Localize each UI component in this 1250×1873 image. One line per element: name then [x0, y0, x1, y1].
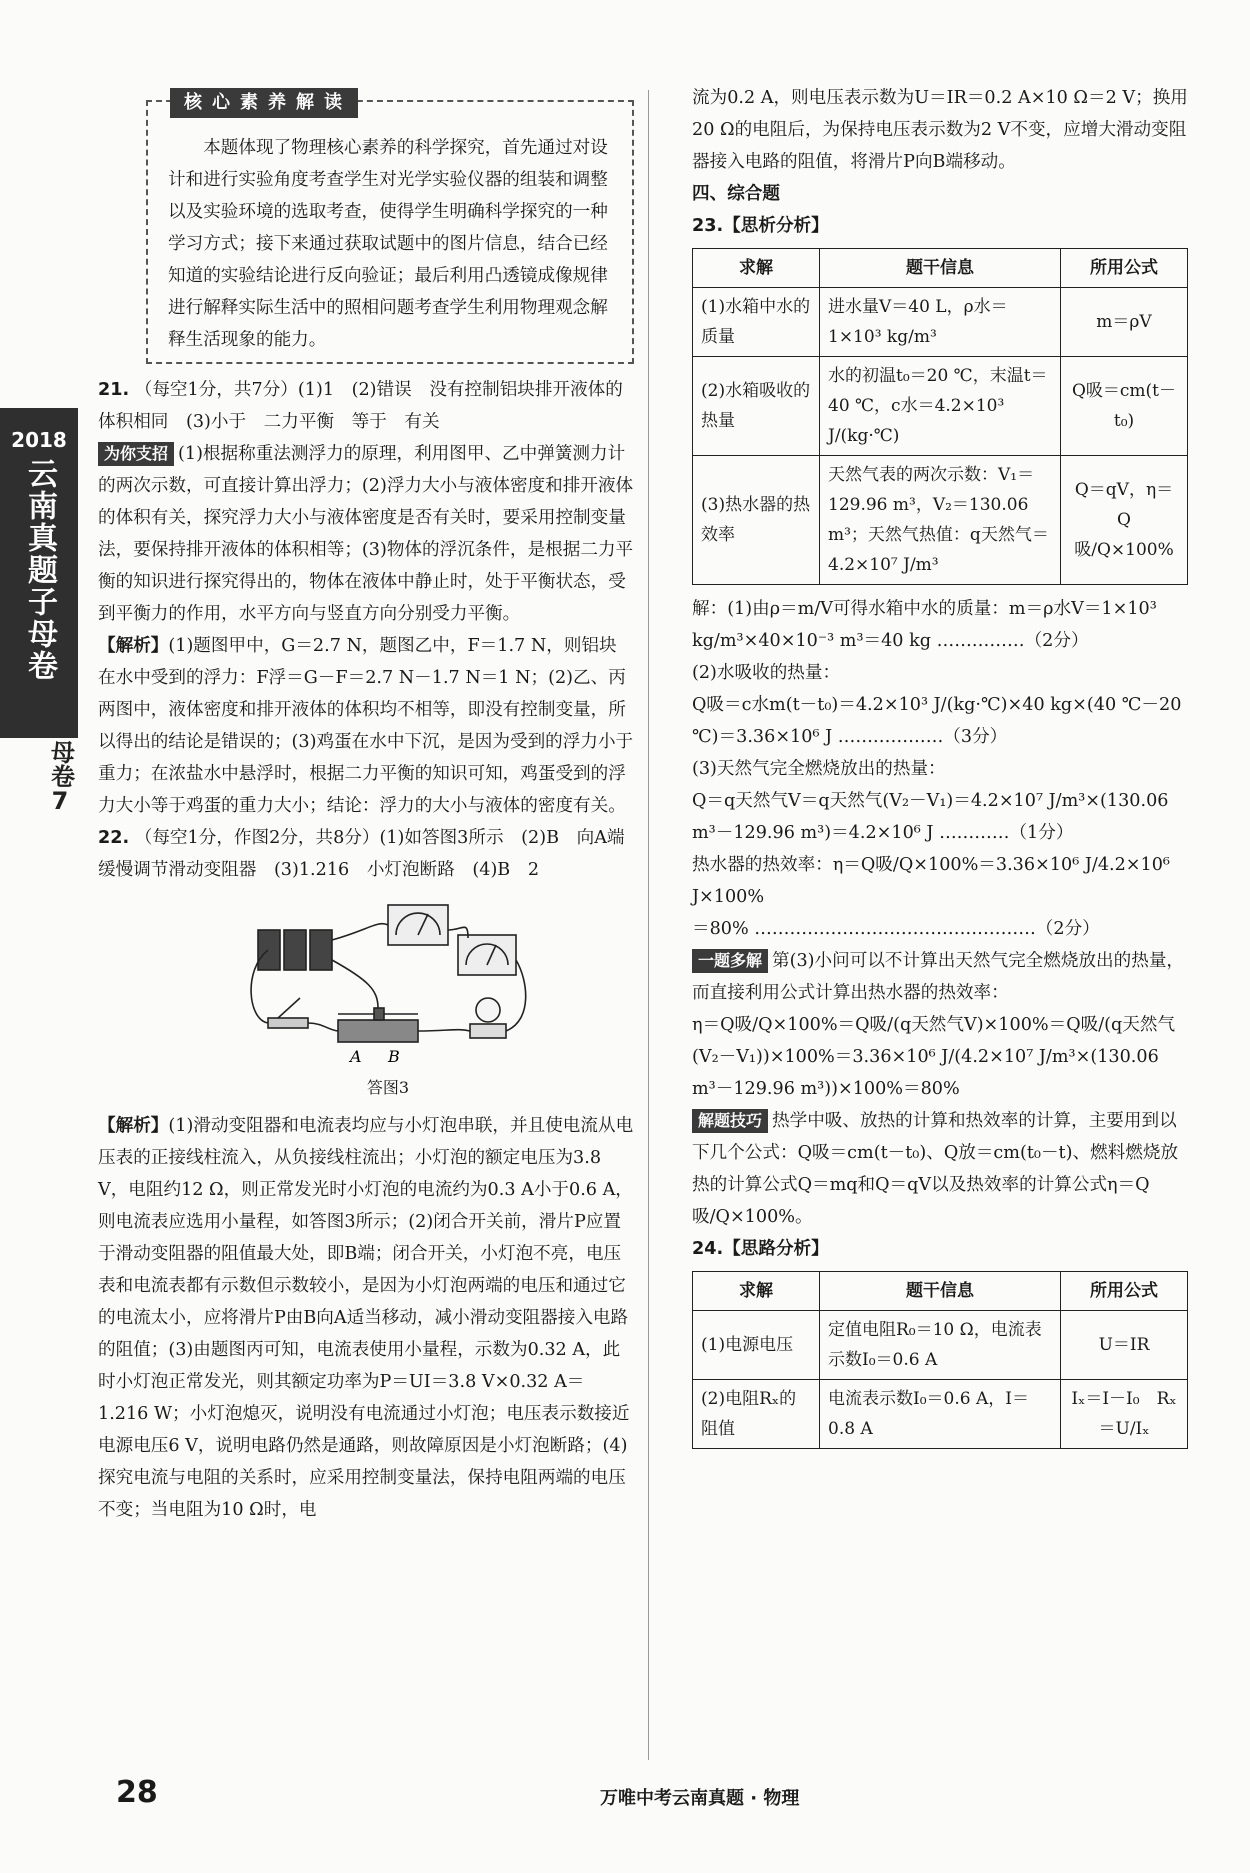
q23-heading: [692, 210, 1188, 242]
q21-analysis-label: 【解析】: [98, 635, 169, 656]
core-literacy-title: 核心素养解读: [170, 88, 358, 118]
circuit-figure: [238, 900, 538, 1070]
table-header-cell: 所用公式: [1061, 1272, 1188, 1311]
q23-solution-1: 解：(1)由ρ＝m/V可得水箱中水的质量：m＝ρ水V＝1×10³ kg/m³×40×10⁻³ m³＝40 kg ……………（2分）: [692, 599, 1157, 651]
footer-brand: 万唯中考云南真题 · 物理: [600, 1788, 800, 1809]
table-cell: m＝ρV: [1061, 288, 1188, 357]
multi-solution-text: 第(3)小问可以不计算出天然气完全燃烧放出的热量，而直接利用公式计算出热水器的热效率：: [692, 951, 1185, 1003]
table-header-row: [693, 1272, 1188, 1311]
q23-solution-5: Q＝q天然气V＝q天然气(V₂－V₁)＝4.2×10⁷ J/m³×(130.06 m³－129.96 m³)＝4.2×10⁶ J …………（1分）: [692, 791, 1169, 843]
q24-heading: [692, 1233, 1188, 1265]
q22-number: 22.: [98, 828, 130, 848]
q23-solution-4: (3)天然气完全燃烧放出的热量：: [692, 759, 946, 779]
q21-analysis-text: (1)题图甲中，G＝2.7 N，题图乙中，F＝1.7 N，则铝块在水中受到的浮力：F浮＝G－F＝2.7 N－1.7 N＝1 N；(2)乙、丙两图中，液体密度和排开液体的体积均不相等，即没有控制变量，所以得出的结论是错误的；(3)鸡蛋在水中下沉，是因为受到的浮力小于重力；在浓盐水中悬浮时，根据二力平衡的知识可知，鸡蛋受到的浮力大小等于鸡蛋的重力大小；结论：浮力的大小与液体的密度有关。: [98, 636, 634, 816]
side-volume-number: 7: [51, 787, 69, 815]
table-header-cell: 题干信息: [820, 1272, 1061, 1311]
q22-continued: 流为0.2 A，则电压表示数为U＝IR＝0.2 A×10 Ω＝2 V；换用20 Ω的电阻后，为保持电压表示数为2 V不变，应增大滑动变阻器接入电路的阻值，将滑片P向B端移动。: [692, 88, 1188, 172]
table-cell: (1)电源电压: [693, 1311, 820, 1380]
table-cell: 天然气表的两次示数：V₁＝129.96 m³，V₂＝130.06 m³；天然气热值：q天然气＝4.2×10⁷ J/m³: [820, 456, 1061, 585]
page-number: 28: [116, 1775, 158, 1810]
table-header-row: [693, 249, 1188, 288]
q21-tip-tag: 为你支招: [98, 442, 174, 466]
q23-solution-7: ＝80% …………………………………………（2分）: [692, 919, 1100, 939]
right-column: [692, 82, 1188, 1457]
skill-tip-text: 热学中吸、放热的计算和热效率的计算，主要用到以下几个公式：Q吸＝cm(t－t₀)、Q放＝cm(t₀－t)、燃料燃烧放热的计算公式Q＝mq和Q＝qV以及热效率的计算公式η＝Q吸/Q×100%。: [692, 1111, 1179, 1227]
q23-number: 23.: [692, 216, 724, 236]
q23-table: [692, 248, 1188, 585]
side-year: 2018: [11, 428, 67, 452]
table-cell: 定值电阻R₀＝10 Ω，电流表示数I₀＝0.6 A: [820, 1311, 1061, 1380]
q23-solution-6: 热水器的热效率：η＝Q吸/Q×100%＝3.36×10⁶ J/4.2×10⁶ J×100%: [692, 855, 1170, 907]
multi-solution: [692, 945, 1188, 1009]
table-cell: Iₓ＝I－I₀ Rₓ＝U/Iₓ: [1061, 1380, 1188, 1449]
table-cell: Q＝qV，η＝Q吸/Q×100%: [1061, 456, 1188, 585]
table-cell: Q吸＝cm(t－t₀): [1061, 357, 1188, 456]
table-cell: (2)水箱吸收的热量: [693, 357, 820, 456]
table-header-cell: 求解: [693, 1272, 820, 1311]
circuit-diagram-icon: [238, 900, 538, 1070]
q22-analysis: [98, 1110, 634, 1526]
column-divider: [648, 90, 649, 1760]
table-cell: (1)水箱中水的质量: [693, 288, 820, 357]
table-cell: 水的初温t₀＝20 ℃，末温t＝40 ℃，c水＝4.2×10³ J/(kg·℃): [820, 357, 1061, 456]
side-tab: [0, 408, 78, 738]
q24-tag: 【思路分析】: [723, 1238, 829, 1259]
table-row: [693, 288, 1188, 357]
multi-solution-tag: 一题多解: [692, 949, 768, 973]
q21-tip: [98, 438, 634, 630]
table-cell: (2)电阻Rₓ的阻值: [693, 1380, 820, 1449]
side-volume-label: 母卷: [46, 740, 75, 788]
table-cell: U＝IR: [1061, 1311, 1188, 1380]
side-series: 云南真题子母卷: [22, 458, 57, 682]
q22-answer: [98, 822, 634, 886]
q21-number: 21.: [98, 380, 130, 400]
skill-tip: [692, 1105, 1188, 1233]
table-row: [693, 456, 1188, 585]
q22-analysis-text: (1)滑动变阻器和电流表均应与小灯泡串联，并且使电流从电压表的正接线柱流入，从负接线柱流出；小灯泡的额定电压为3.8 V，电阻约12 Ω，则正常发光时小灯泡的电流约为0.3 A小于0.6 A，则电流表应选用小量程，如答图3所示；(2)闭合开关前，滑片P应置于滑动变阻器的阻值最大处，即B端；闭合开关，小灯泡不亮，电压表和电流表都有示数但示数较小，是因为小灯泡两端的电压和通过它的电流太小，应将滑片P由B向A适当移动，减小滑动变阻器接入电路的阻值；(3)由题图丙可知，电流表使用小量程，示数为0.32 A，此时小灯泡正常发光，则其额定功率为P＝UI＝3.8 V×0.32 A＝1.216 W；小灯泡熄灭，说明没有电流通过小灯泡；电压表示数接近电源电压6 V，说明电路仍然是通路，则故障原因是小灯泡断路；(4)探究电流与电阻的关系时，应采用控制变量法，保持电阻两端的电压不变；当电阻为10 Ω时，电: [98, 1116, 634, 1520]
table-row: [693, 1380, 1188, 1449]
q23-solution-2: (2)水吸收的热量：: [692, 663, 841, 683]
q21-answer: [98, 374, 634, 438]
q21-tip-text: (1)根据称重法测浮力的原理，利用图甲、乙中弹簧测力计的两次示数，可直接计算出浮力；(2)浮力大小与液体密度和排开液体的体积有关，探究浮力大小与液体密度是否有关时，要采用控制变量法，要保持排开液体的体积相等；(3)物体的浮沉条件，是根据二力平衡的知识进行探究得出的，物体在液体中静止时，处于平衡状态，受到平衡力的作用，水平方向与竖直方向分别受力平衡。: [98, 444, 634, 624]
q22-answer-text: （每空1分，作图2分，共8分）(1)如答图3所示 (2)B 向A端缓慢调节滑动变阻器 (3)1.216 小灯泡断路 (4)B 2: [98, 828, 625, 880]
table-header-cell: 题干信息: [820, 249, 1061, 288]
core-literacy-text: 本题体现了物理核心素养的科学探究，首先通过对设计和进行实验角度考查学生对光学实验仪器的组装和调整以及实验环境的选取考查，使得学生明确科学探究的一种学习方式；接下来通过获取试题中的图片信息，结合已经知道的实验结论进行反向验证；最后利用凸透镜成像规律进行解释实际生活中的照相问题考查学生利用物理观念解释生活现象的能力。: [168, 138, 608, 350]
q21-answer-text: （每空1分，共7分）(1)1 (2)错误 没有控制铝块排开液体的体积相同 (3)小于 二力平衡 等于 有关: [98, 380, 623, 432]
figure-caption: 答图3: [366, 1078, 410, 1097]
multi-solution-formula: η＝Q吸/Q×100%＝Q吸/(q天然气V)×100%＝Q吸/(q天然气(V₂－V₁))×100%＝3.36×10⁶ J/(4.2×10⁷ J/m³×(130.06 m³－129.96 m³))×100%＝80%: [692, 1015, 1176, 1099]
table-cell: 电流表示数I₀＝0.6 A，I＝0.8 A: [820, 1380, 1061, 1449]
section-heading: 四、综合题: [692, 184, 780, 204]
table-row: [693, 1311, 1188, 1380]
table-cell: 进水量V＝40 L，ρ水＝1×10³ kg/m³: [820, 288, 1061, 357]
table-row: [693, 357, 1188, 456]
table-header-cell: 求解: [693, 249, 820, 288]
terminal-b-label: B: [388, 1047, 400, 1066]
table-cell: (3)热水器的热效率: [693, 456, 820, 585]
q24-number: 24.: [692, 1239, 724, 1259]
terminal-a-label: A: [350, 1047, 362, 1066]
skill-tip-tag: 解题技巧: [692, 1109, 768, 1133]
core-literacy-box: [146, 92, 634, 364]
table-header-cell: 所用公式: [1061, 249, 1188, 288]
q22-analysis-label: 【解析】: [98, 1115, 169, 1136]
q23-solution-3: Q吸＝c水m(t－t₀)＝4.2×10³ J/(kg·℃)×40 kg×(40 ℃－20 ℃)＝3.36×10⁶ J ………………（3分）: [692, 695, 1182, 747]
left-column: [98, 88, 634, 1526]
side-volume: [40, 740, 80, 815]
q24-table: [692, 1271, 1188, 1449]
q23-tag: 【思析分析】: [723, 215, 829, 236]
q21-analysis: [98, 630, 634, 822]
